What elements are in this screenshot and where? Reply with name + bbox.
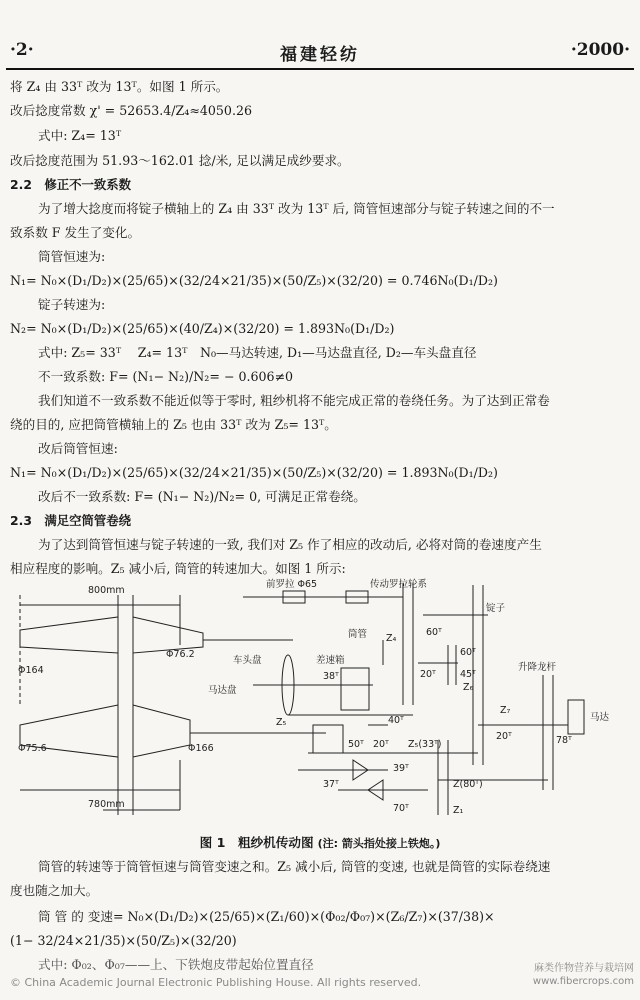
text-line: 筒管恒速为: [38,249,106,264]
figure-caption-title: 图 1 粗纱机传动图 [199,835,314,850]
text-line: 为了增大捻度而将锭子横轴上的 Z₄ 由 33ᵀ 改为 13ᵀ 后, 筒管恒速部分与锭子转速之间的不一 [38,201,555,216]
fig-label: Z₄ [386,633,397,644]
text-line: 我们知道不一致系数不能近似等于零时, 粗纱机将不能完成正常的卷绕任务。为了达到正常卷 [38,393,550,408]
site-watermark-name: 麻类作物营养与栽培网 [534,963,634,974]
text-line: 改后不一致系数: F= (N₁− N₂)/N₂= 0, 可满足正常卷绕。 [38,489,366,504]
text-line: 相应程度的影响。Z₅ 减小后, 筒管的转速加大。如图 1 所示: [10,561,346,576]
text-line: 式中: Z₄= 13ᵀ [38,128,122,143]
fig-label: 60ᵀ [460,647,476,658]
section-heading: 2.3 满足空筒管卷绕 [10,513,132,528]
site-watermark-url: www.fibercrops.com [532,976,634,987]
fig-label: Z₁ [453,805,464,816]
fig-label: Φ76.2 [166,649,195,660]
fig-label: 38ᵀ [323,671,339,682]
text-line: 将 Z₄ 由 33ᵀ 改为 13ᵀ。如图 1 所示。 [10,79,229,94]
text-line: 改后捻度范围为 51.93～162.01 捻/米, 足以满足成纱要求。 [10,153,350,168]
fig-label: 筒管 [348,629,368,640]
fig-label: 20ᵀ [373,739,389,750]
transmission-diagram [8,575,623,825]
fig-label: Z₆ [463,682,474,693]
fig-label: 780mm [88,799,125,810]
fig-label: 马达盘 [208,685,237,696]
fig-label: Φ164 [18,665,44,676]
running-header [10,40,630,64]
figure-caption [0,832,640,851]
fig-label: Z₇ [500,705,511,716]
fig-label: 50ᵀ [348,739,364,750]
page-number: ·2· [10,40,34,60]
fig-label: 20ᵀ [496,731,512,742]
fig-label: 39ᵀ [393,763,409,774]
fig-label: 45ᵀ [460,669,476,680]
fig-label: Φ166 [188,743,214,754]
fig-label: 差速箱 [316,655,345,666]
fig-label: 传动罗拉轮系 [370,579,428,590]
section-heading: 2.2 修正不一致系数 [10,177,132,192]
text-line: 式中: Φ₀₂、Φ₀₇——上、下铁炮皮带起始位置直径 [38,957,314,972]
fig-label: 前罗拉 Φ65 [266,579,318,590]
journal-year: ·2000· [570,40,630,60]
site-watermark [533,962,634,988]
journal-title: 福建轻纺 [280,45,360,65]
fig-label: Φ75.6 [18,743,47,754]
fig-label: Z(80ᵀ) [453,779,483,790]
fig-label: 60ᵀ [426,627,442,638]
text-line: 不一致系数: F= (N₁− N₂)/N₂= − 0.606≠0 [38,369,294,384]
text-line: 致系数 F 发生了变化。 [10,225,141,240]
text-line: 锭子转速为: [38,297,106,312]
fig-label: 锭子 [486,603,506,614]
fig-label: 马达 [590,712,610,723]
fig-label: 78ᵀ [556,735,572,746]
formula-line: N₂= N₀×(D₁/D₂)×(25/65)×(40/Z₄)×(32/20) = 1.893N₀(D₁/D₂) [10,321,395,336]
fig-label: 70ᵀ [393,803,409,814]
fig-label: Z₅ [276,717,287,728]
text-line: 绕的目的, 应把筒管横轴上的 Z₅ 也由 33ᵀ 改为 Z₅= 13ᵀ。 [10,417,337,432]
fig-label: Z₅(33ᵀ) [408,739,442,750]
formula-line: (1− 32/24×21/35)×(50/Z₅)×(32/20) [10,933,237,948]
formula-line: N₁= N₀×(D₁/D₂)×(25/65)×(32/24×21/35)×(50/Z₅)×(32/20) = 0.746N₀(D₁/D₂) [10,273,498,288]
text-line: 式中: Z₅= 33ᵀ Z₄= 13ᵀ N₀—马达转速, D₁—马达盘直径, D₂—车头盘直径 [38,345,477,360]
text-line: 改后捻度常数 χ' = 52653.4/Z₄≈4050.26 [10,103,252,118]
text-line: 筒管的转速等于筒管恒速与筒管变速之和。Z₅ 减小后, 筒管的变速, 也就是筒管的实际卷绕速 [38,859,551,874]
fig-label: 车头盘 [233,655,262,666]
figure-svg [8,575,623,825]
header-rule [6,68,634,70]
text-line: 改后筒管恒速: [38,441,118,456]
formula-line: N₁= N₀×(D₁/D₂)×(25/65)×(32/24×21/35)×(50/Z₅)×(32/20) = 1.893N₀(D₁/D₂) [10,465,498,480]
figure-caption-note: (注: 箭头指处接上铁炮。) [317,837,441,850]
fig-label: 800mm [88,585,125,596]
formula-line: 筒 管 的 变速= N₀×(D₁/D₂)×(25/65)×(Z₁/60)×(Φ₀₂/Φ₀₇)×(Z₆/Z₇)×(37/38)× [38,909,495,924]
fig-label: 升降龙杆 [518,662,557,673]
fig-label: 37ᵀ [323,779,339,790]
fig-label: 40ᵀ [388,715,404,726]
fig-label: 20ᵀ [420,669,436,680]
text-line: 为了达到筒管恒速与锭子转速的一致, 我们对 Z₅ 作了相应的改动后, 必将对筒的卷速度产生 [38,537,542,552]
text-line: 度也随之加大。 [10,883,99,898]
copyright-watermark: © China Academic Journal Electronic Publishing House. All rights reserved. [10,976,422,989]
